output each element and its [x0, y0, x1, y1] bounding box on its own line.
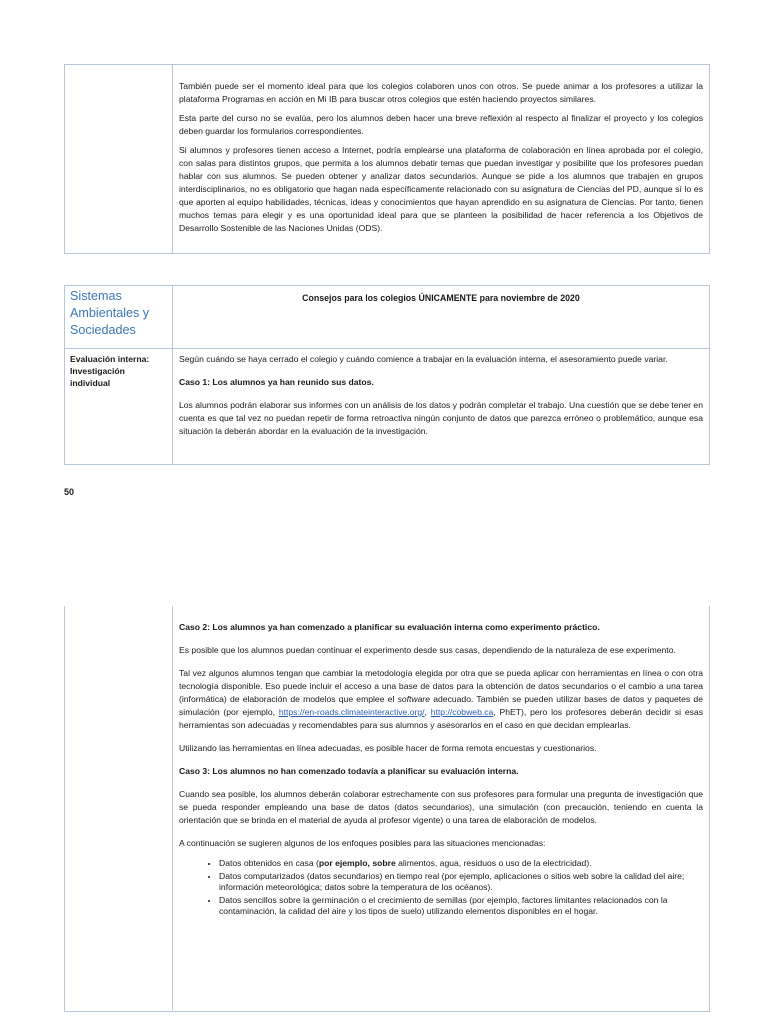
case-3-heading: Caso 3: Los alumnos no han comenzado todavía a planificar su evaluación interna. [179, 766, 519, 776]
paragraph: Es posible que los alumnos puedan continuar el experimento desde sus casas, dependiendo de la naturaleza de ese experimento. [179, 645, 676, 655]
case-1-text: Los alumnos podrán elaborar sus informes con un análisis de los datos y podrán completar el trabajo. Una cuestión que se debe tener en cuenta es que tal vez no puedan repetir de forma retroactiva ningún conjunto de datos que parezca erróneo o problemático, aunque esa situación la deberán abordar en la evaluación de la investigación. [179, 400, 703, 436]
page-number: 50 [64, 487, 75, 497]
subject-title: Sistemas Ambientales y Sociedades [70, 289, 150, 337]
table-row [65, 606, 709, 1010]
assessment-label-cell [65, 349, 173, 465]
table-row [65, 65, 709, 253]
intro-paragraph: Según cuándo se haya cerrado el colegio y cuándo comience a trabajar en la evaluación interna, el asesoramiento puede variar. [179, 354, 668, 364]
en-roads-link[interactable]: https://en-roads.climateinteractive.org/ [278, 707, 425, 717]
paragraph: A continuación se sugieren algunos de los enfoques posibles para las situaciones mencionadas: [179, 838, 546, 848]
ess-guidance-table-continued [64, 606, 710, 1012]
case-1-heading: Caso 1: Los alumnos ya han reunido sus datos. [179, 377, 374, 387]
approaches-list [179, 858, 703, 918]
guidance-table-continued [64, 64, 710, 254]
list-item: • Datos sencillos sobre la germinación o el crecimiento de semillas (por ejemplo, factores limitantes relacionados con la contaminación, la calidad del aire y los tipos de suelo) utilizando elementos disponibles en el hogar. [219, 895, 703, 918]
subject-cell [65, 286, 173, 348]
case-2-heading: Caso 2: Los alumnos ya han comenzado a planificar su evaluación interna como experimento práctico. [179, 622, 600, 632]
table-row [65, 349, 709, 465]
cobweb-link[interactable]: http://cobweb.ca [430, 707, 494, 717]
header-cell [173, 286, 709, 348]
paragraph: También puede ser el momento ideal para que los colegios colaboren unos con otros. Se puede animar a los profesores a utilizar la plataforma Programas en acción en Mi IB para buscar otros colegios que estén haciendo proyectos similares. [179, 81, 703, 104]
content-cell [173, 606, 709, 1010]
content-cell [173, 349, 709, 465]
ess-guidance-table [64, 285, 710, 465]
table-header-row [65, 286, 709, 349]
content-cell [173, 65, 709, 253]
assessment-label: Evaluación interna: Investigación individual [70, 354, 150, 388]
paragraph: Tal vez algunos alumnos tengan que cambiar la metodología elegida por otra que se pueda aplicar con herramientas en línea o con otra tecnología disponible. Eso puede incluir el acceso a una base de datos para la obtención de datos secundarios o el cambio a una tarea (informática) de elaboración de modelos que emplee el software adecuado. También se pueden utilizar bases de datos y paquetes de simulación (por ejemplo, https://en-roads.climateinteractive.org/, http://cobweb.ca, PhET), pero los profesores deberán decidir si esas herramientas son adecuadas y recomendables para sus alumnos y asesorarlos en el caso en que decidan emplearlas. [179, 668, 704, 730]
table-header-title: Consejos para los colegios ÚNICAMENTE para noviembre de 2020 [302, 293, 580, 303]
list-item: • Datos obtenidos en casa (por ejemplo, sobre alimentos, agua, residuos o uso de la electricidad). [219, 858, 703, 870]
empty-label-cell [65, 65, 173, 253]
paragraph: Esta parte del curso no se evalúa, pero los alumnos deben hacer una breve reflexión al respecto al finalizar el proyecto y los colegios deben guardar los formularios correspondientes. [179, 113, 703, 136]
software-term: software [397, 694, 431, 704]
paragraph: Cuando sea posible, los alumnos deberán colaborar estrechamente con sus profesores para formular una pregunta de investigación que se pueda responder empleando una base de datos (datos secundarios), una simulación (con precaución, teniendo en cuenta la orientación que se brinda en el material de ayuda al profesor vigente) o una tarea de elaboración de modelos. [179, 789, 703, 825]
paragraph: Utilizando las herramientas en línea adecuadas, es posible hacer de forma remota encuestas y cuestionarios. [179, 743, 597, 753]
empty-label-cell [65, 606, 173, 1010]
list-item: • Datos computarizados (datos secundarios) en tiempo real (por ejemplo, aplicaciones o sitios web sobre la calidad del aire; información meteorológica; datos sobre la temperatura de los océanos). [219, 871, 703, 894]
paragraph: Si alumnos y profesores tienen acceso a Internet, podría emplearse una plataforma de colaboración en línea aprobada por el colegio, con salas para distintos grupos, que permita a los alumnos debatir temas que puedan investigar y posibilite que los profesores puedan hablar con sus alumnos. Se pueden obtener y analizar datos secundarios. Aunque se pide a los alumnos que trabajen en grupos interdisciplinarios, no es obligatorio que hagan nada específicamente relacionado con su asignatura de Ciencias del PD, aunque sí lo es que aporten al equipo habilidades, técnicas, ideas y conocimientos que hayan aprendido en su asignatura de Ciencias. Por tanto, tienen muchos temas para elegir y es una oportunidad ideal para que se planteen la posibilidad de hacer referencia a los Objetivos de Desarrollo Sostenible de las Naciones Unidas (ODS). [179, 145, 703, 233]
